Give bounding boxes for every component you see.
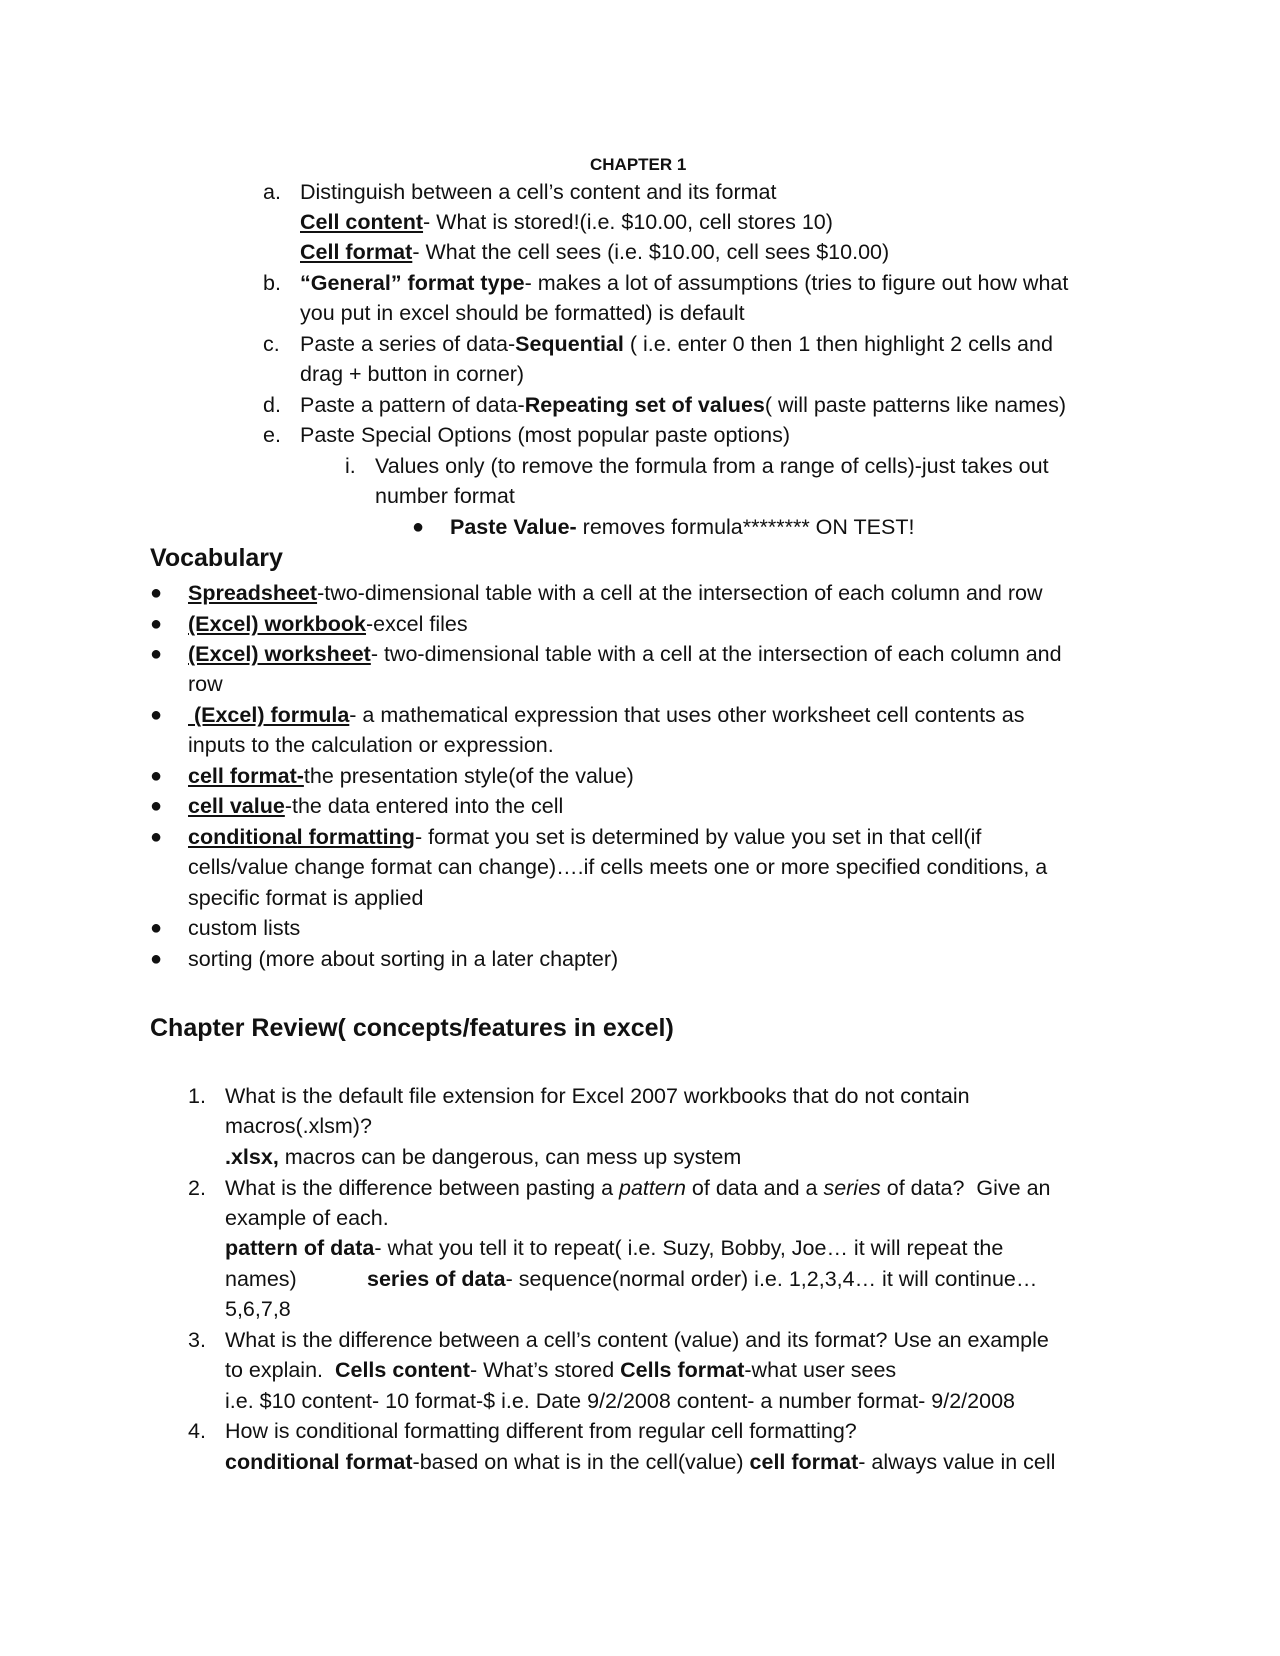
answer-term: series of data (367, 1267, 506, 1291)
outline-item-a: Distinguish between a cell’s content and its format (300, 180, 777, 204)
answer-text (225, 1142, 741, 1172)
vocab-item (188, 791, 563, 821)
vocab-term: conditional formatting (188, 825, 415, 849)
answer-text-cont: 5,6,7,8 (225, 1297, 291, 1321)
q2-part: of data? Give an (880, 1176, 1051, 1200)
sequential-term: Sequential (515, 332, 624, 356)
vocab-term: (Excel) worksheet (188, 642, 371, 666)
outline-cell-format (300, 237, 889, 267)
outline-item-c-cont: drag + button in corner) (300, 362, 525, 386)
bullet-icon: ● (150, 917, 163, 939)
vocab-item: sorting (more about sorting in a later chapter) (188, 947, 619, 971)
vocab-item (188, 761, 634, 791)
vocab-term: cell format- (188, 764, 304, 788)
answer-term: pattern of data (225, 1236, 375, 1260)
q3-part: to explain. (225, 1358, 335, 1382)
answer-desc: -what user sees (744, 1358, 897, 1382)
outline-marker-e: e. (263, 423, 281, 447)
vocab-term: (Excel) workbook (188, 612, 367, 636)
repeating-pre: Paste a pattern of data- (300, 393, 525, 417)
answer-term: Cells format (620, 1358, 745, 1382)
answer-desc: - What’s stored (469, 1358, 621, 1382)
question-number: 3. (188, 1328, 206, 1352)
outline-marker-c: c. (263, 332, 280, 356)
vocab-item (188, 639, 1062, 669)
outline-item-c (300, 329, 1053, 359)
cell-format-term: Cell format (300, 240, 413, 264)
answer-text (225, 1355, 896, 1385)
vocab-definition: the presentation style(of the value) (303, 764, 634, 788)
answer-term: cell format (749, 1450, 859, 1474)
sequential-pre: Paste a series of data- (300, 332, 516, 356)
bullet-icon: ● (150, 826, 163, 848)
outline-marker-i: i. (345, 454, 356, 478)
outline-item-d (300, 390, 1066, 420)
q2-pattern-word: pattern (619, 1176, 686, 1200)
question-text (225, 1173, 1051, 1203)
outline-marker-b: b. (263, 271, 281, 295)
q2-part: What is the difference between pasting a (225, 1176, 620, 1200)
outline-marker-a: a. (263, 180, 281, 204)
vocab-item: custom lists (188, 916, 301, 940)
answer-desc: macros can be dangerous, can mess up system (278, 1145, 742, 1169)
q2-part: of data and a (685, 1176, 824, 1200)
vocab-item-cont: row (188, 672, 223, 696)
outline-item-i-cont: number format (375, 484, 515, 508)
outline-item-e: Paste Special Options (most popular paste options) (300, 423, 790, 447)
bullet-icon: ● (150, 582, 163, 604)
vocab-definition: -excel files (366, 612, 468, 636)
answer-term: conditional format (225, 1450, 413, 1474)
vocab-definition: -the data entered into the cell (284, 794, 564, 818)
answer-text (367, 1264, 1037, 1294)
answer-desc: - what you tell it to repeat( i.e. Suzy, Bobby, Joe… it will repeat the (374, 1236, 1004, 1260)
vocab-item (188, 609, 468, 639)
question-text: What is the default file extension for Excel 2007 workbooks that do not contain (225, 1084, 970, 1108)
answer-text-cont: names) (225, 1267, 297, 1291)
answer-desc: - sequence(normal order) i.e. 1,2,3,4… it will continue… (505, 1267, 1038, 1291)
sequential-desc: ( i.e. enter 0 then 1 then highlight 2 cells and (623, 332, 1053, 356)
vocab-definition: - format you set is determined by value you set in that cell(if (414, 825, 982, 849)
bullet-icon: ● (150, 795, 163, 817)
answer-text (225, 1447, 1055, 1477)
vocab-item-cont: specific format is applied (188, 886, 424, 910)
answer-term: Cells content (334, 1358, 470, 1382)
repeating-desc: ( will paste patterns like names) (764, 393, 1066, 417)
cell-format-desc: - What the cell sees (i.e. $10.00, cell sees $10.00) (412, 240, 890, 264)
bullet-icon: ● (150, 704, 163, 726)
vocab-term: cell value (188, 794, 285, 818)
vocab-item-cont: inputs to the calculation or expression. (188, 733, 554, 757)
outline-item-b (300, 268, 1068, 298)
question-text-cont: example of each. (225, 1206, 389, 1230)
paste-value-line (450, 512, 914, 542)
review-heading: Chapter Review( concepts/features in excel) (150, 1014, 674, 1042)
answer-desc: - always value in cell (858, 1450, 1056, 1474)
general-format-term: “General” format type (300, 271, 525, 295)
answer-desc: -based on what is in the cell(value) (412, 1450, 750, 1474)
question-text-cont: macros(.xlsm)? (225, 1114, 372, 1138)
outline-cell-content (300, 207, 833, 237)
answer-term: .xlsx, (225, 1145, 279, 1169)
vocab-item (188, 822, 981, 852)
chapter-title: CHAPTER 1 (590, 155, 687, 174)
paste-value-term: Paste Value- (450, 515, 577, 539)
paste-value-desc: removes formula******** ON TEST! (576, 515, 915, 539)
outline-marker-d: d. (263, 393, 281, 417)
vocab-definition: -two-dimensional table with a cell at the intersection of each column and row (317, 581, 1043, 605)
cell-content-term: Cell content (300, 210, 424, 234)
vocabulary-heading: Vocabulary (150, 544, 283, 572)
answer-text-cont: i.e. $10 content- 10 format-$ i.e. Date 9/2/2008 content- a number format- 9/2/2008 (225, 1389, 1015, 1413)
answer-text (225, 1233, 1003, 1263)
bullet-icon: ● (150, 613, 163, 635)
general-format-desc: - makes a lot of assumptions (tries to figure out how what (524, 271, 1069, 295)
bullet-icon: ● (412, 516, 425, 538)
vocab-item-cont: cells/value change format can change)….if cells meets one or more specified conditions, a (188, 855, 1048, 879)
outline-item-b-cont: you put in excel should be formatted) is default (300, 301, 745, 325)
outline-item-i: Values only (to remove the formula from a range of cells)-just takes out (375, 454, 1049, 478)
question-number: 2. (188, 1176, 206, 1200)
bullet-icon: ● (150, 948, 163, 970)
question-text: How is conditional formatting different from regular cell formatting? (225, 1419, 857, 1443)
vocab-definition: - a mathematical expression that uses other worksheet cell contents as (349, 703, 1025, 727)
cell-content-desc: - What is stored!(i.e. $10.00, cell stores 10) (423, 210, 833, 234)
vocab-definition: - two-dimensional table with a cell at the intersection of each column and (370, 642, 1062, 666)
vocab-item (188, 700, 1025, 730)
vocab-term: Spreadsheet (188, 581, 318, 605)
q2-series-word: series (823, 1176, 881, 1200)
vocab-term: (Excel) formula (188, 703, 350, 727)
bullet-icon: ● (150, 643, 163, 665)
repeating-term: Repeating set of values (524, 393, 765, 417)
question-number: 4. (188, 1419, 206, 1443)
bullet-icon: ● (150, 765, 163, 787)
question-number: 1. (188, 1084, 206, 1108)
vocab-item (188, 578, 1042, 608)
question-text: What is the difference between a cell’s content (value) and its format? Use an example (225, 1328, 1049, 1352)
